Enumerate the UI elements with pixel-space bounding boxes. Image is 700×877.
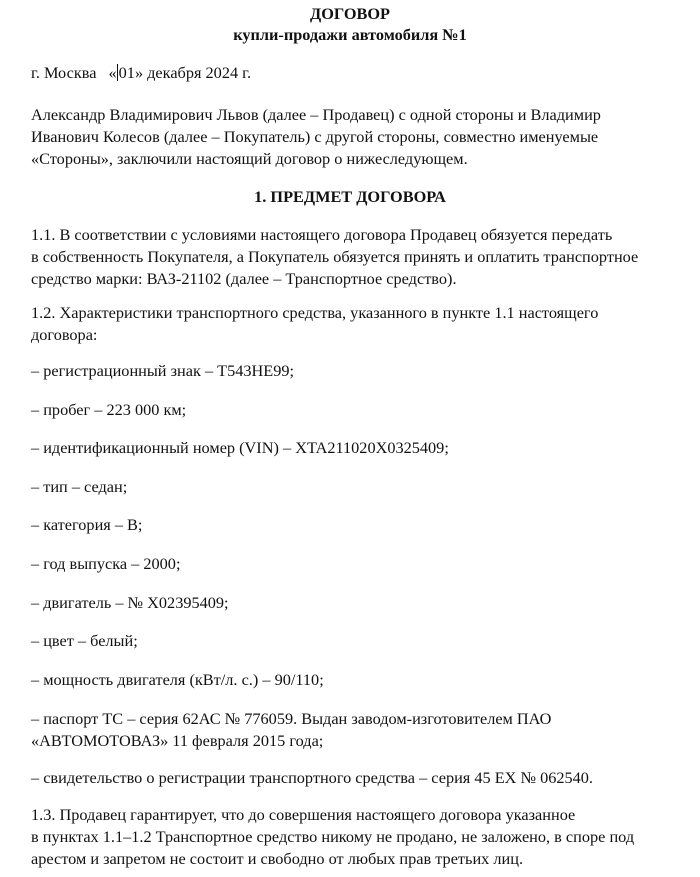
- characteristic-item: – мощность двигателя (кВт/л. с.) – 90/110;: [31, 670, 324, 689]
- preamble-line-1: Александр Владимирович Львов (далее – Продавец) с одной стороны и Владимир: [31, 105, 601, 124]
- clause-1-3-line-3: арестом и запретом не состоит и свободно от любых прав третьих лиц.: [31, 849, 524, 868]
- characteristic-item: – регистрационный знак – Т543НЕ99;: [31, 361, 295, 380]
- city: г. Москва: [31, 63, 97, 82]
- clause-1-1-line-1: 1.1. В соответствии с условиями настоящего договора Продавец обязуется передать: [31, 225, 613, 244]
- characteristic-item: – идентификационный номер (VIN) – XTA211020X0325409;: [31, 438, 449, 457]
- document-title: ДОГОВОР: [310, 4, 390, 23]
- registration-certificate: – свидетельство о регистрации транспортного средства – серия 45 ЕХ № 062540.: [31, 768, 593, 787]
- text-cursor: [117, 64, 118, 81]
- preamble-line-3: «Стороны», заключили настоящий договор о нижеследующем.: [31, 149, 468, 168]
- characteristic-item: – цвет – белый;: [31, 631, 138, 650]
- section-heading: 1. ПРЕДМЕТ ДОГОВОРА: [254, 187, 446, 206]
- clause-1-1-line-3: средство марки: ВАЗ-21102 (далее – Транспортное средство).: [31, 269, 457, 288]
- clause-1-2-line-2: договора:: [31, 325, 98, 344]
- clause-1-1-line-2: в собственность Покупателя, а Покупатель обязуется принять и оплатить транспортное: [31, 247, 639, 266]
- characteristic-item: – категория – В;: [31, 515, 143, 534]
- clause-1-2-line-1: 1.2. Характеристики транспортного средства, указанного в пункте 1.1 настоящего: [31, 303, 599, 322]
- clause-1-3-line-2: в пунктах 1.1–1.2 Транспортное средство никому не продано, не заложено, в споре под: [31, 827, 635, 846]
- characteristic-item: – двигатель – № X02395409;: [31, 593, 229, 612]
- characteristic-item: – тип – седан;: [31, 477, 128, 496]
- date-quote-open: «: [108, 63, 117, 82]
- passport-line-2: «АВТОМОТОВАЗ» 11 февраля 2015 года;: [31, 731, 324, 750]
- preamble-line-2: Иванович Колесов (далее – Покупатель) с другой стороны, совместно именуемые: [31, 127, 599, 146]
- place-date-line: [31, 62, 251, 84]
- clause-1-3-line-1: 1.3. Продавец гарантирует, что до совершения настоящего договора указанное: [31, 805, 576, 824]
- characteristic-item: – пробег – 223 000 км;: [31, 400, 187, 419]
- date-day[interactable]: 01: [118, 63, 135, 82]
- date-rest: » декабря 2024 г.: [134, 63, 252, 82]
- document-subtitle: купли-продажи автомобиля №1: [233, 25, 467, 44]
- characteristic-item: – год выпуска – 2000;: [31, 554, 181, 573]
- passport-line-1: – паспорт ТС – серия 62АС № 776059. Выдан заводом-изготовителем ПАО: [31, 709, 552, 728]
